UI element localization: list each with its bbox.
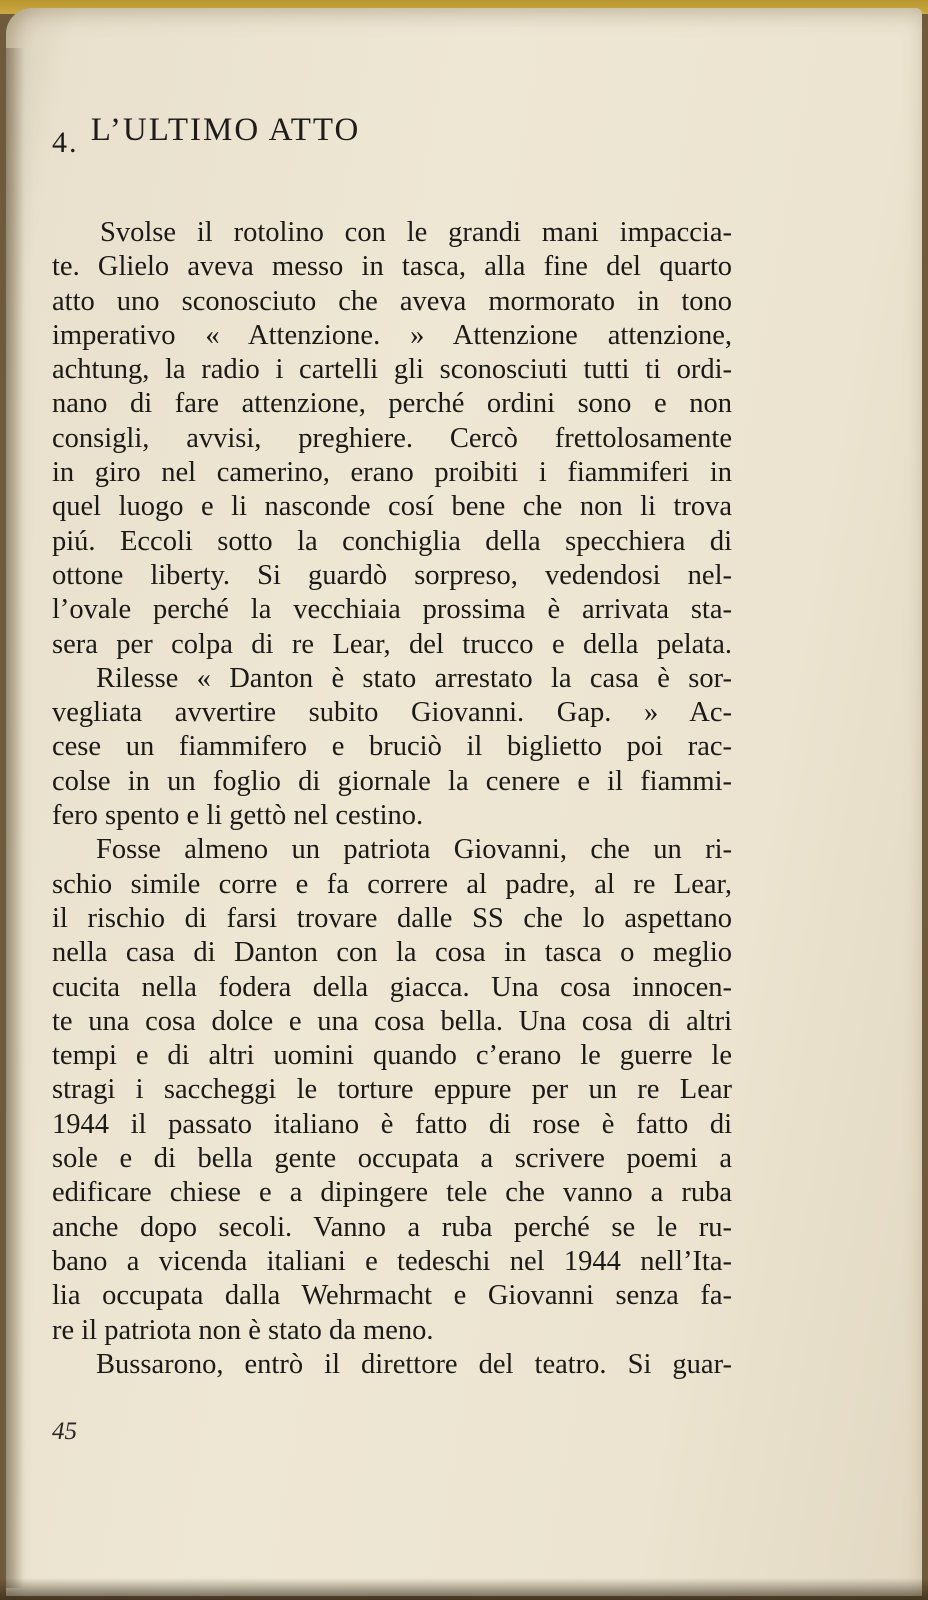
text-line: colse in un foglio di giornale la cenere e il fiammi- [52, 765, 732, 797]
page-bottom-shadow [0, 1578, 928, 1600]
text-line: re il patriota non è stato da meno. [52, 1314, 434, 1346]
text-line: lia occupata dalla Wehrmacht e Giovanni senza fa- [52, 1280, 732, 1312]
text-line: Fosse almeno un patriota Giovanni, che un ri- [96, 834, 732, 866]
chapter-heading [52, 112, 361, 159]
text-line: achtung, la radio i cartelli gli sconosciuti tutti ti ordi- [52, 354, 732, 386]
text-line: Bussarono, entrò il direttore del teatro. Si guar- [96, 1348, 732, 1380]
text-line: te una cosa dolce e una cosa bella. Una cosa di altri [52, 1005, 732, 1037]
text-line: nano di fare attenzione, perché ordini sono e non [52, 388, 732, 420]
text-line: il rischio di farsi trovare dalle SS che lo aspettano [52, 902, 732, 934]
text-line: sera per colpa di re Lear, del trucco e della pelata. [52, 628, 732, 660]
text-line: nella casa di Danton con la cosa in tasca o meglio [52, 937, 732, 969]
text-line: consigli, avvisi, preghiere. Cercò frettolosamente [52, 422, 732, 454]
text-line: imperativo « Attenzione. » Attenzione attenzione, [52, 319, 732, 351]
chapter-title: L’ULTIMO ATTO [90, 112, 361, 148]
text-line: vegliata avvertire subito Giovanni. Gap. » Ac- [52, 697, 732, 729]
spine-shadow [6, 48, 24, 1588]
text-line: stragi i saccheggi le torture eppure per un re Lear [52, 1074, 732, 1106]
text-line: cucita nella fodera della giacca. Una cosa innocen- [52, 971, 732, 1003]
text-line: schio simile corre e fa correre al padre, al re Lear, [52, 868, 732, 900]
text-line: quel luogo e li nasconde cosí bene che non li trova [52, 491, 732, 523]
text-line: fero spento e li gettò nel cestino. [52, 800, 424, 832]
chapter-number: 4. [52, 126, 79, 159]
text-line: ottone liberty. Si guardò sorpreso, vedendosi nel- [52, 559, 732, 591]
text-line: l’ovale perché la vecchiaia prossima è arrivata sta- [52, 594, 732, 626]
text-line: atto uno sconosciuto che aveva mormorato in tono [52, 285, 732, 317]
text-line: edificare chiese e a dipingere tele che vanno a ruba [52, 1177, 732, 1209]
text-line: Svolse il rotolino con le grandi mani impaccia- [100, 217, 732, 248]
text-line: anche dopo secoli. Vanno a ruba perché se le ru- [52, 1211, 732, 1243]
text-line: te. Glielo aveva messo in tasca, alla fine del quarto [52, 251, 732, 283]
text-line: in giro nel camerino, erano proibiti i fiammiferi in [52, 457, 732, 489]
text-line: cese un fiammifero e bruciò il biglietto poi rac- [52, 731, 732, 763]
body-text [52, 216, 732, 1382]
page-number: 45 [52, 1418, 77, 1445]
text-line: tempi e di altri uomini quando c’erano le guerre le [52, 1040, 732, 1072]
text-line: 1944 il passato italiano è fatto di rose è fatto di [52, 1108, 732, 1140]
text-line: sole e di bella gente occupata a scrivere poemi a [52, 1143, 732, 1175]
text-line: bano a vicenda italiani e tedeschi nel 1944 nell’Ita- [52, 1245, 732, 1277]
text-line: Rilesse « Danton è stato arrestato la casa è sor- [96, 662, 732, 694]
text-line: piú. Eccoli sotto la conchiglia della specchiera di [52, 525, 732, 557]
